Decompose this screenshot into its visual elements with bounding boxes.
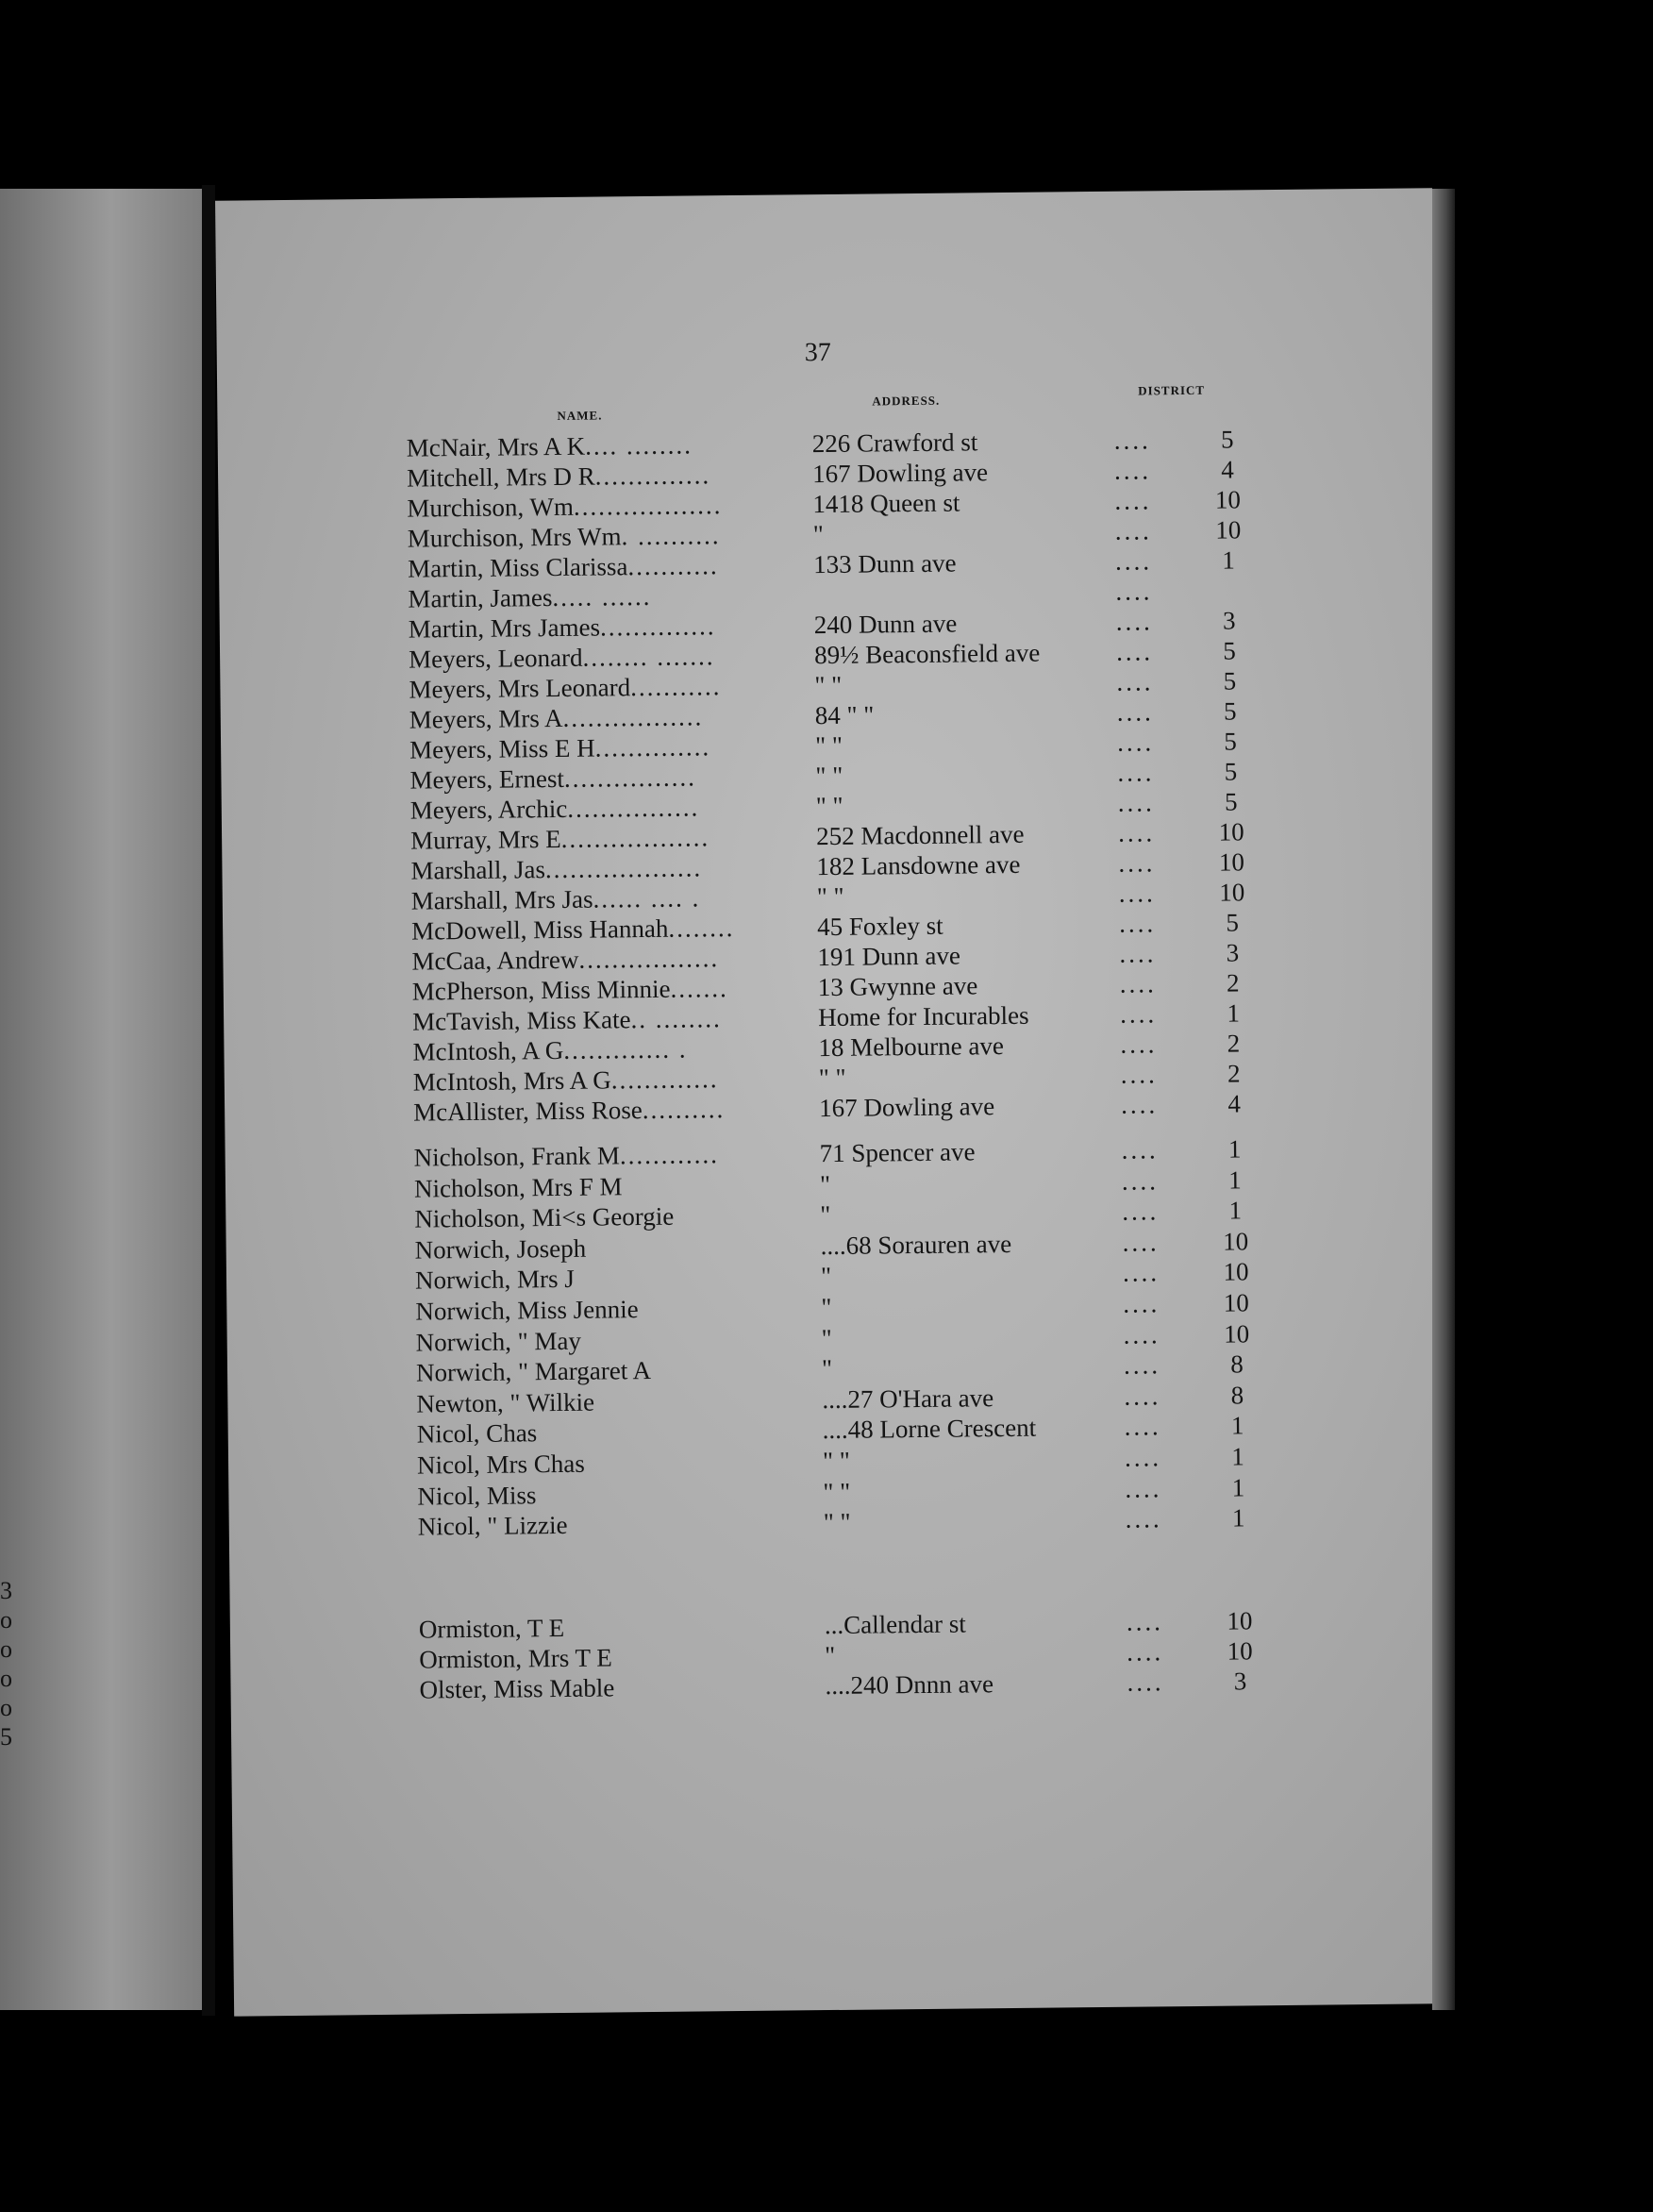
entry-name-text: Meyers, Mrs A (409, 703, 563, 734)
entry-name (412, 1002, 856, 1037)
entry-leader-dots: ........... (629, 672, 722, 702)
entry-name-text: Norwich, " Margaret A (415, 1356, 652, 1387)
fragment-char: o (0, 1606, 12, 1634)
page-edge-shadow (1432, 189, 1455, 2010)
district-leader-dots: .... (1120, 1090, 1159, 1119)
entry-district: 3 (1233, 1667, 1247, 1696)
entry-leader-dots: .................. (560, 823, 710, 853)
entry-address: ....27 O'Hara ave (822, 1382, 994, 1414)
entry-name-text: Ormiston, T E (418, 1613, 565, 1644)
district-leader-dots: .... (1117, 818, 1156, 847)
entry-leader-dots: ....... (670, 974, 728, 1003)
entry-district: 1 (1228, 1196, 1243, 1225)
entry-address: 240 Dunn ave (813, 609, 958, 640)
entry-name (409, 610, 852, 645)
district-leader-dots: .... (1113, 426, 1151, 455)
entry-leader-dots: .................. (573, 491, 723, 521)
column-header-name: NAME. (557, 408, 603, 423)
entry-name-text: Nicol, Mrs Chas (416, 1449, 585, 1480)
district-leader-dots: .... (1119, 969, 1157, 998)
fragment-char: o (0, 1694, 12, 1721)
entry-name (414, 1168, 858, 1203)
entry-name-text: Murchison, Mrs Wm (407, 522, 622, 553)
entry-district: 10 (1218, 817, 1244, 846)
entry-address: 167 Dowling ave (811, 458, 989, 489)
district-leader-dots: .... (1122, 1258, 1160, 1288)
entry-district: 10 (1215, 515, 1242, 545)
entry-address: 89½ Beaconsfield ave (813, 638, 1041, 670)
entry-name-text: Marshall, Jas (410, 855, 546, 885)
fragment-char: o (0, 1665, 12, 1692)
entry-leader-dots: . .......... (621, 521, 721, 551)
entry-name-text: McDowell, Miss Hannah (410, 913, 669, 946)
entry-address: " " (823, 1507, 851, 1537)
entry-address: ....68 Sorauren ave (820, 1229, 1012, 1260)
entry-name (416, 1383, 860, 1418)
entry-name (413, 1093, 857, 1128)
entry-address: " (821, 1323, 832, 1352)
entry-name (407, 489, 850, 524)
district-leader-dots: .... (1123, 1319, 1160, 1349)
entry-address: ....240 Dnnn ave (825, 1669, 994, 1701)
entry-district: 10 (1214, 485, 1242, 514)
entry-district: 10 (1219, 878, 1245, 907)
entry-district: 1 (1227, 998, 1241, 1028)
entry-district: 1 (1222, 545, 1235, 575)
fragment-char: 3 (0, 1577, 12, 1604)
entry-address: " (820, 1262, 832, 1291)
entry-name-text: Nicholson, Mi<s Georgie (414, 1201, 675, 1233)
district-leader-dots: .... (1125, 1473, 1162, 1503)
entry-address: 182 Lansdowne ave (816, 849, 1021, 881)
entry-district: 1 (1228, 1165, 1242, 1195)
entry-name (415, 1261, 859, 1296)
entry-address: " " (814, 670, 843, 700)
district-leader-dots: .... (1121, 1135, 1159, 1165)
district-leader-dots: .... (1116, 728, 1155, 757)
entry-district: 8 (1230, 1381, 1244, 1410)
previous-page-fragments (0, 1576, 13, 1751)
entry-name (412, 1032, 856, 1067)
entry-name (410, 821, 854, 856)
entry-address: Home for Incurables (817, 1000, 1029, 1032)
district-leader-dots: .... (1124, 1382, 1161, 1411)
district-leader-dots: .... (1127, 1667, 1164, 1697)
entry-district: 2 (1227, 1059, 1241, 1088)
entry-name (412, 972, 856, 1007)
entry-district: 1 (1231, 1442, 1244, 1471)
entry-leader-dots: ........ ....... (582, 642, 715, 672)
entry-name-text: McPherson, Miss Minnie (411, 974, 671, 1006)
entry-leader-dots: ............ (619, 1140, 720, 1170)
entry-name (409, 670, 852, 705)
entry-leader-dots: ............. . (563, 1034, 688, 1064)
district-leader-dots: .... (1127, 1637, 1164, 1667)
entry-name (407, 428, 850, 463)
entry-address: " " (815, 761, 843, 791)
entry-address: 226 Crawford st (811, 427, 978, 459)
entry-name-text: Nicholson, Frank M (413, 1141, 621, 1172)
district-leader-dots: .... (1122, 1197, 1160, 1226)
entry-district: 10 (1224, 1318, 1250, 1349)
entry-district: 5 (1220, 425, 1234, 454)
entry-name-text: Marshall, Mrs Jas (410, 884, 593, 915)
district-leader-dots: .... (1121, 1165, 1160, 1196)
entry-address: " (820, 1200, 831, 1230)
entry-name-text: Meyers, Mrs Leonard (409, 673, 631, 704)
column-header-address: ADDRESS. (872, 393, 941, 409)
entry-name-text: Olster, Miss Mable (419, 1673, 615, 1704)
entry-district: 1 (1231, 1503, 1245, 1533)
directory-page (215, 188, 1451, 2016)
entry-name (407, 459, 850, 494)
entry-district: 5 (1223, 636, 1236, 665)
entry-name (417, 1415, 860, 1450)
entry-name (417, 1446, 860, 1481)
entry-name-text: Norwich, Mrs J (414, 1265, 575, 1295)
entry-name (418, 1507, 861, 1542)
entry-name-text: Murray, Mrs E (409, 824, 561, 855)
entry-leader-dots: ...... .... . (593, 883, 701, 913)
entry-address: " (825, 1640, 836, 1670)
entry-district: 1 (1230, 1411, 1244, 1440)
entry-name-text: Nicol, " Lizzie (417, 1511, 568, 1541)
district-leader-dots: .... (1115, 577, 1153, 606)
entry-name-text: McCaa, Andrew (411, 945, 579, 976)
entry-name (417, 1476, 860, 1511)
entry-name (415, 1230, 859, 1265)
district-leader-dots: .... (1115, 607, 1153, 636)
entry-name-text: Martin, Mrs James (408, 612, 601, 644)
entry-address: ....48 Lorne Crescent (822, 1414, 1037, 1445)
entry-district: 10 (1222, 1227, 1249, 1256)
district-leader-dots: .... (1123, 1289, 1160, 1318)
entry-district: 2 (1227, 1029, 1241, 1058)
entry-name (410, 851, 854, 886)
entry-name-text: Nicholson, Mrs F M (413, 1171, 623, 1203)
entry-district: 10 (1223, 1257, 1249, 1287)
entry-address: 84 " " (814, 700, 875, 730)
district-leader-dots: .... (1119, 939, 1157, 968)
district-leader-dots: .... (1122, 1228, 1160, 1257)
entry-name-text: Meyers, Miss E H (409, 733, 595, 764)
entry-district: 10 (1223, 1288, 1249, 1317)
entry-address: " (821, 1292, 832, 1322)
entry-name-text: Nicol, Chas (416, 1418, 538, 1449)
entry-district: 5 (1224, 787, 1238, 816)
entry-address: 252 Macdonnell ave (815, 819, 1025, 851)
entry-address: " " (814, 730, 843, 761)
entry-district: 2 (1226, 968, 1240, 997)
entry-name-text: Meyers, Archic (409, 794, 568, 825)
entry-district: 5 (1226, 908, 1240, 937)
entry-name-text: McIntosh, Mrs A G (412, 1065, 611, 1097)
entry-name (408, 579, 851, 614)
entry-name (419, 1610, 862, 1645)
entry-leader-dots: ............. (610, 1064, 719, 1095)
entry-district: 5 (1223, 696, 1237, 726)
entry-name-text: Murchison, Wm (407, 492, 575, 523)
entry-name-text: Norwich, " May (415, 1326, 582, 1357)
district-leader-dots: .... (1126, 1607, 1164, 1636)
district-leader-dots: .... (1113, 456, 1152, 485)
entry-name (409, 761, 853, 796)
entry-name (411, 912, 855, 947)
entry-address: ...Callendar st (824, 1609, 966, 1640)
entry-address: " " (823, 1477, 851, 1506)
district-leader-dots: .... (1118, 879, 1156, 908)
entry-address: " (812, 520, 824, 549)
entry-district: 3 (1226, 938, 1240, 967)
fragment-char: o (0, 1635, 12, 1663)
entry-name (419, 1640, 862, 1675)
entry-name-text: Martin, James (408, 583, 553, 613)
entry-name (411, 942, 855, 977)
district-leader-dots: .... (1120, 1060, 1158, 1089)
entry-district: 5 (1223, 666, 1237, 695)
entry-address: " (821, 1354, 833, 1383)
entry-name-text: Newton, " Wilkie (416, 1387, 595, 1418)
entry-name-text: Norwich, Joseph (414, 1233, 587, 1265)
entry-district: 10 (1227, 1636, 1253, 1666)
entry-leader-dots: ..... ...... (552, 581, 652, 612)
entry-name-text: Mitchell, Mrs D R (406, 461, 595, 493)
entry-leader-dots: .. ........ (630, 1004, 722, 1034)
district-leader-dots: .... (1114, 546, 1153, 576)
entry-district: 1 (1231, 1472, 1245, 1502)
entry-name-text: Meyers, Leonard (408, 643, 583, 674)
previous-page-edge (0, 189, 202, 2010)
entry-name-text: Meyers, Ernest (409, 763, 565, 795)
entry-name-text: McNair, Mrs A K (406, 431, 586, 462)
entry-name (409, 640, 852, 675)
entry-leader-dots: ........... (627, 551, 719, 581)
district-leader-dots: .... (1116, 697, 1154, 727)
entry-district: 10 (1218, 847, 1245, 877)
district-leader-dots: .... (1117, 788, 1155, 817)
entry-address: " " (816, 881, 844, 912)
entry-leader-dots: ................. (578, 944, 720, 974)
entry-name (415, 1292, 859, 1327)
entry-name-text: Nicol, Miss (417, 1480, 537, 1511)
entry-leader-dots: ................ (567, 793, 700, 823)
district-leader-dots: .... (1120, 1030, 1158, 1059)
district-leader-dots: .... (1118, 848, 1156, 878)
entry-name-text: Martin, Miss Clarissa (407, 552, 628, 583)
entry-address: " (819, 1169, 831, 1198)
column-header-district: DISTRICT (1138, 382, 1206, 398)
entry-district: 4 (1221, 455, 1234, 484)
entry-name (413, 1138, 857, 1173)
district-leader-dots: .... (1118, 909, 1157, 938)
entry-address: 167 Dowling ave (818, 1092, 995, 1123)
entry-address: " " (818, 1063, 846, 1093)
entry-address: " " (815, 791, 843, 821)
district-leader-dots: .... (1123, 1350, 1161, 1380)
entry-name (408, 549, 851, 584)
entry-name (414, 1199, 858, 1234)
entry-address: 13 Gwynne ave (817, 971, 978, 1002)
page-number: 37 (804, 337, 831, 368)
entry-name-text: McIntosh, A G (412, 1035, 564, 1066)
entry-name (408, 519, 851, 554)
entry-leader-dots: .......... (642, 1095, 726, 1125)
entry-address: 45 Foxley st (816, 911, 943, 942)
entry-name-text: Ormiston, Mrs T E (419, 1643, 612, 1674)
entry-district: 5 (1224, 727, 1237, 756)
entry-address: 18 Melbourne ave (818, 1031, 1005, 1063)
district-leader-dots: .... (1115, 637, 1154, 666)
entry-leader-dots: ........ (668, 913, 735, 943)
entry-district: 4 (1227, 1089, 1242, 1118)
entry-address: 191 Dunn ave (817, 941, 961, 972)
entry-leader-dots: ................ (563, 762, 697, 793)
fragment-char: 5 (0, 1723, 12, 1751)
district-leader-dots: .... (1117, 758, 1155, 787)
entry-name (409, 730, 853, 765)
entry-leader-dots: .... ........ (585, 430, 693, 461)
district-leader-dots: .... (1124, 1412, 1161, 1442)
entry-leader-dots: ................. (562, 702, 704, 732)
entry-name-text: Norwich, Miss Jennie (415, 1295, 639, 1326)
district-leader-dots: .... (1116, 667, 1154, 696)
entry-district: 3 (1222, 606, 1236, 635)
entry-address: 1418 Queen st (812, 488, 960, 519)
entry-district: 5 (1224, 757, 1238, 786)
entry-name-text: McTavish, Miss Kate (411, 1005, 631, 1036)
entry-leader-dots: .............. (594, 461, 711, 491)
district-leader-dots: .... (1124, 1443, 1162, 1472)
entry-name-text: McAllister, Miss Rose (413, 1096, 643, 1127)
entry-leader-dots: ................... (544, 853, 703, 884)
entry-name (416, 1353, 860, 1388)
entry-name (419, 1670, 862, 1705)
district-leader-dots: .... (1114, 486, 1152, 515)
district-leader-dots: .... (1125, 1504, 1162, 1533)
book-gutter (202, 185, 215, 2016)
district-leader-dots: .... (1114, 516, 1152, 545)
entry-name (410, 791, 854, 826)
entry-address: 133 Dunn ave (812, 548, 957, 579)
entry-name (413, 1063, 857, 1098)
entry-leader-dots: .............. (594, 732, 711, 762)
entry-name (409, 700, 853, 735)
entry-leader-dots: .............. (599, 612, 716, 642)
entry-address: " " (822, 1446, 851, 1476)
entry-district: 1 (1227, 1134, 1242, 1164)
entry-address: 71 Spencer ave (819, 1137, 976, 1168)
entry-name (416, 1322, 860, 1357)
entry-district: 10 (1227, 1606, 1253, 1635)
entry-name (411, 881, 855, 916)
entry-district: 8 (1230, 1349, 1244, 1379)
district-leader-dots: .... (1119, 999, 1158, 1029)
